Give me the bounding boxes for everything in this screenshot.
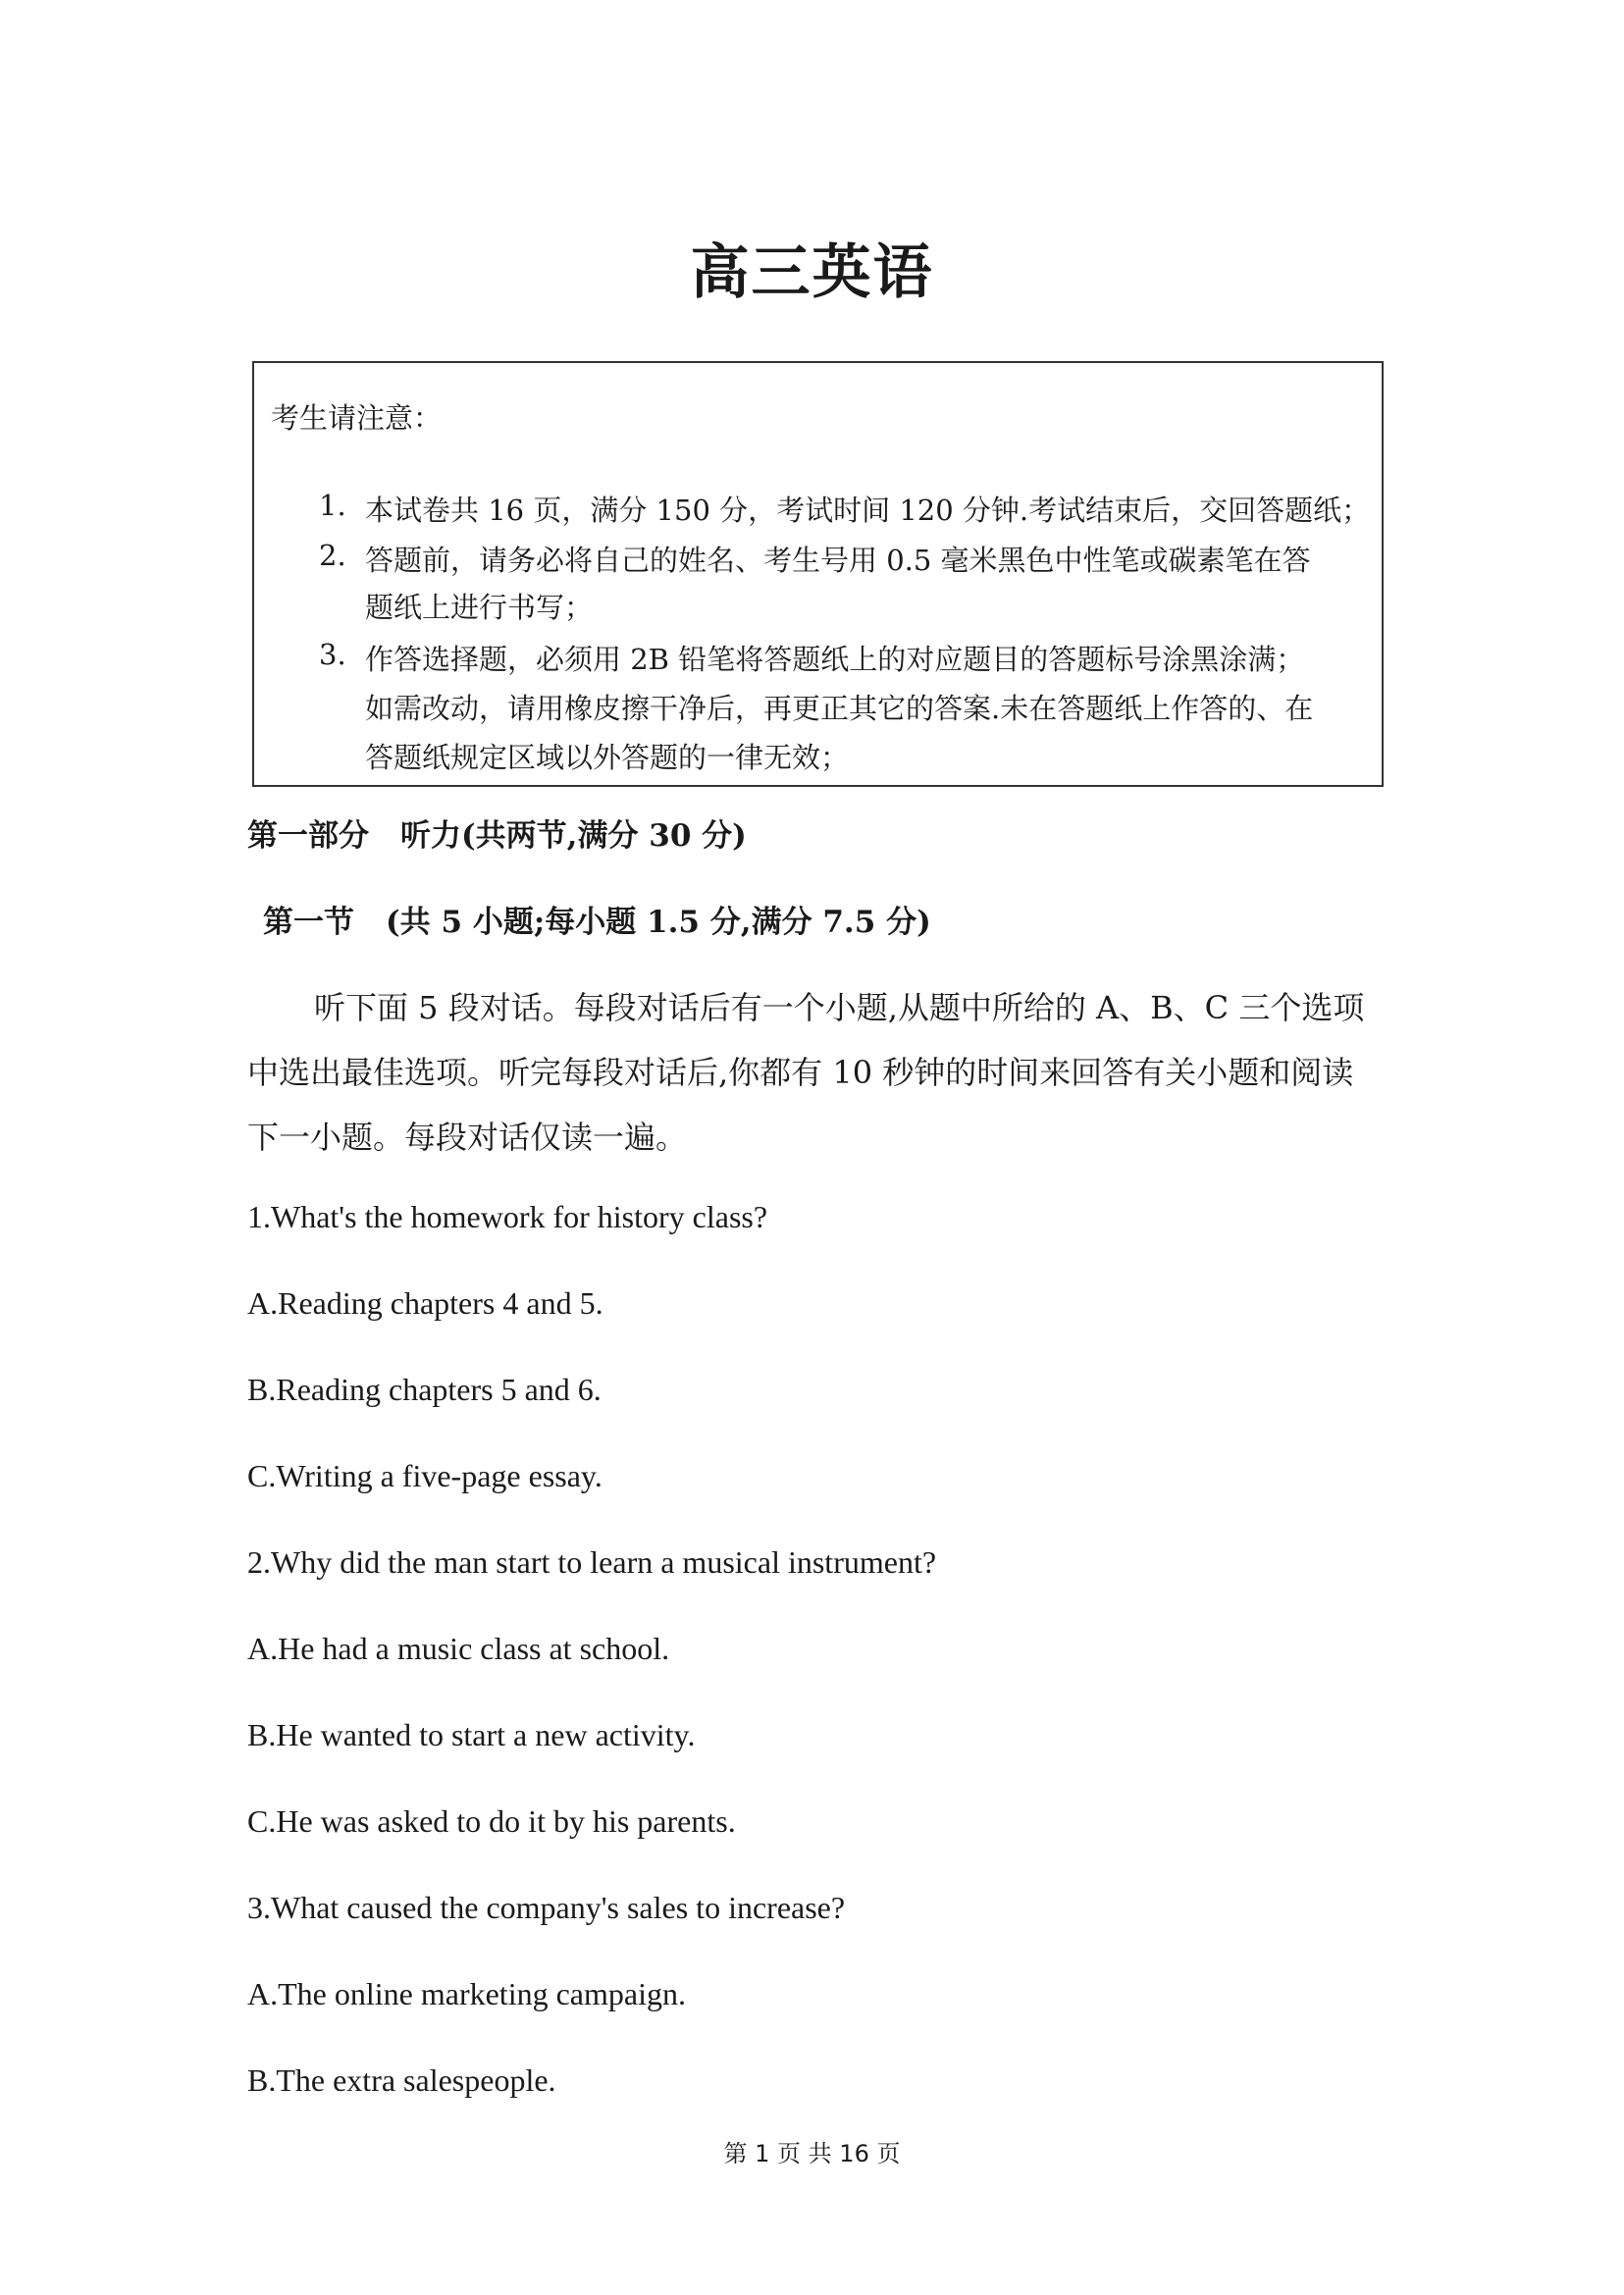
notice-item-1-line-1: 本试卷共 16 页，满分 150 分，考试时间 120 分钟.考试结束后，交回答题纸； — [365, 494, 1371, 527]
instructions-line-2: 中选出最佳选项。听完每段对话后,你都有 10 秒钟的时间来回答有关小题和阅读 — [247, 1054, 1354, 1091]
part-one-title: 听力(共两节,满分 30 分) — [400, 818, 747, 854]
page-title: 高三英语 — [690, 238, 934, 307]
question-1-stem: 1.What's the homework for history class? — [247, 1199, 768, 1234]
notice-heading: 考生请注意： — [271, 401, 443, 435]
question-2-option-b: B.He wanted to start a new activity. — [247, 1717, 696, 1752]
part-one-label: 第一部分 — [247, 818, 369, 854]
notice-item-1-number: 1. — [319, 489, 346, 522]
notice-item-3-number: 3. — [319, 638, 346, 671]
question-2-option-a: A.He had a music class at school. — [247, 1631, 670, 1666]
question-1-option-c: C.Writing a five-page essay. — [247, 1458, 602, 1493]
section-one-heading — [263, 897, 931, 941]
question-1-option-b: B.Reading chapters 5 and 6. — [247, 1372, 602, 1407]
section-one-label: 第一节 — [263, 905, 354, 940]
notice-item-3-line-3: 答题纸规定区域以外答题的一律无效； — [365, 741, 850, 774]
question-2-stem: 2.Why did the man start to learn a musical instrument? — [247, 1544, 937, 1580]
notice-item-3-line-2: 如需改动，请用橡皮擦干净后，再更正其它的答案.未在答题纸上作答的、在 — [365, 692, 1314, 725]
notice-item-2-line-2: 题纸上进行书写； — [365, 591, 594, 624]
part-one-heading — [247, 810, 747, 855]
section-one-title: (共 5 小题;每小题 1.5 分,满分 7.5 分) — [386, 905, 931, 940]
question-3-stem: 3.What caused the company's sales to increase? — [247, 1890, 846, 1925]
question-2-option-c: C.He was asked to do it by his parents. — [247, 1803, 736, 1839]
question-3-option-b: B.The extra salespeople. — [247, 2062, 556, 2098]
notice-item-3-line-1: 作答选择题，必须用 2B 铅笔将答题纸上的对应题目的答题标号涂黑涂满； — [365, 643, 1305, 676]
notice-item-2-line-1: 答题前，请务必将自己的姓名、考生号用 0.5 毫米黑色中性笔或碳素笔在答 — [365, 544, 1311, 577]
question-1-option-a: A.Reading chapters 4 and 5. — [247, 1285, 603, 1321]
question-3-option-a: A.The online marketing campaign. — [247, 1976, 686, 2011]
instructions-line-3: 下一小题。每段对话仅读一遍。 — [247, 1119, 688, 1156]
page-footer: 第 1 页 共 16 页 — [723, 2140, 901, 2167]
notice-item-2-number: 2. — [319, 539, 346, 572]
instructions-line-1: 听下面 5 段对话。每段对话后有一个小题,从题中所给的 A、B、C 三个选项 — [314, 989, 1365, 1026]
